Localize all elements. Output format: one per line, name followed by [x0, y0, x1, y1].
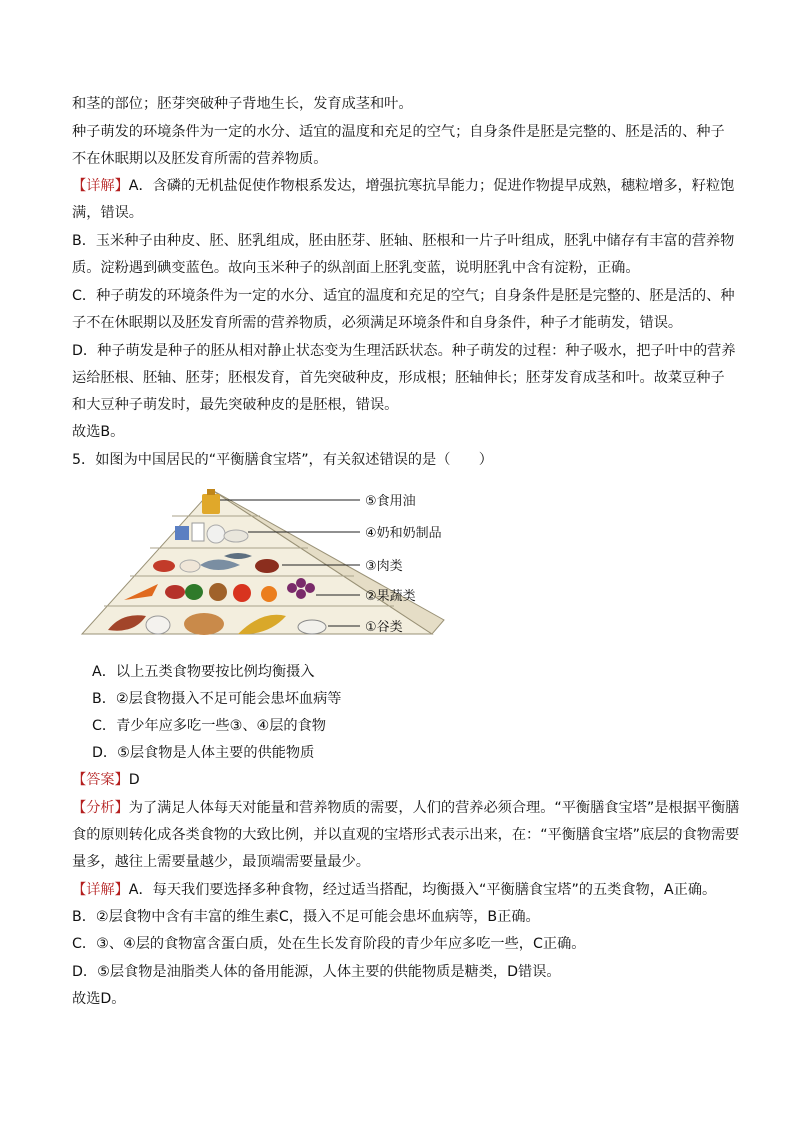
option-d: D．⑤层食物是人体主要的供能物质	[92, 745, 315, 761]
text-line: C．种子萌发的环境条件为一定的水分、适宜的温度和充足的空气；自身条件是胚是完整的、胚是活的、种	[72, 288, 735, 304]
detail-tag: 【详解】	[72, 882, 129, 898]
text-line: C．③、④层的食物富含蛋白质，处在生长发育阶段的青少年应多吃一些，C正确。	[72, 936, 586, 952]
pyramid-label-oil: ⑤食用油	[365, 494, 416, 509]
question-stem: 5．如图为中国居民的“平衡膳食宝塔”，有关叙述错误的是（ ）	[72, 452, 493, 468]
text-line: 子不在休眠期以及胚发育所需的营养物质，必须满足环境条件和自身条件，种子才能萌发，错误。	[72, 315, 683, 331]
detail-line	[72, 176, 735, 196]
text-line: 故选B。	[72, 424, 125, 440]
pyramid-label-dairy: ④奶和奶制品	[365, 526, 442, 541]
text-line: 食的原则转化成各类食物的大致比例，并以直观的宝塔形式表示出来，在：“平衡膳食宝塔”底层的食物需要	[72, 827, 740, 843]
text-line: 运给胚根、胚轴、胚芽；胚根发育，首先突破种皮，形成根；胚轴伸长；胚芽发育成茎和叶。故菜豆种子	[72, 370, 725, 386]
food-pyramid-figure	[72, 484, 492, 644]
analysis-line	[72, 798, 740, 818]
text-line: 种子萌发的环境条件为一定的水分、适宜的温度和充足的空气；自身条件是胚是完整的、胚是活的、种子	[72, 124, 725, 140]
pyramid-label-grain: ①谷类	[365, 620, 403, 635]
answer-value: D	[128, 772, 140, 788]
detail-text: A．每天我们要选择多种食物，经过适当搭配，均衡摄入“平衡膳食宝塔”的五类食物，A正确。	[128, 882, 717, 898]
option-b: B．②层食物摄入不足可能会患坏血病等	[92, 691, 342, 707]
detail-tag: 【详解】	[72, 178, 129, 194]
text-line: 量多，越往上需要量越少，最顶端需要量最少。	[72, 854, 370, 870]
text-line: D．⑤层食物是油脂类人体的备用能源，人体主要的供能物质是糖类，D错误。	[72, 964, 561, 980]
text-line: B．玉米种子由种皮、胚、胚乳组成，胚由胚芽、胚轴、胚根和一片子叶组成，胚乳中储存有丰富的营养物	[72, 233, 735, 249]
detail-line	[72, 880, 732, 900]
detail-text: A．含磷的无机盐促使作物根系发达，增强抗寒抗旱能力；促进作物提早成熟，穗粒增多，籽粒饱	[128, 178, 735, 194]
text-line: B．②层食物中含有丰富的维生素C，摄入不足可能会患坏血病等，B正确。	[72, 909, 540, 925]
pyramid-label-meat: ③肉类	[365, 559, 403, 574]
option-c: C．青少年应多吃一些③、④层的食物	[92, 718, 326, 734]
answer-line	[72, 770, 732, 790]
text-line: 质。淀粉遇到碘变蓝色。故向玉米种子的纵剖面上胚乳变蓝，说明胚乳中含有淀粉，正确。	[72, 260, 640, 276]
text-line: 和茎的部位；胚芽突破种子背地生长，发育成茎和叶。	[72, 96, 413, 112]
option-a: A．以上五类食物要按比例均衡摄入	[92, 664, 315, 680]
pyramid-label-fruit-veg: ②果蔬类	[365, 589, 416, 604]
analysis-tag: 【分析】	[72, 800, 129, 816]
text-line: 满，错误。	[72, 205, 143, 221]
answer-tag: 【答案】	[72, 772, 129, 788]
text-line: D．种子萌发是种子的胚从相对静止状态变为生理活跃状态。种子萌发的过程：种子吸水，把子叶中的营养	[72, 343, 736, 359]
text-line: 不在休眠期以及胚发育所需的营养物质。	[72, 151, 328, 167]
analysis-text: 为了满足人体每天对能量和营养物质的需要，人们的营养必须合理。“平衡膳食宝塔”是根据平衡膳	[128, 800, 740, 816]
text-line: 和大豆种子萌发时，最先突破种皮的是胚根，错误。	[72, 397, 399, 413]
text-line: 故选D。	[72, 991, 126, 1007]
